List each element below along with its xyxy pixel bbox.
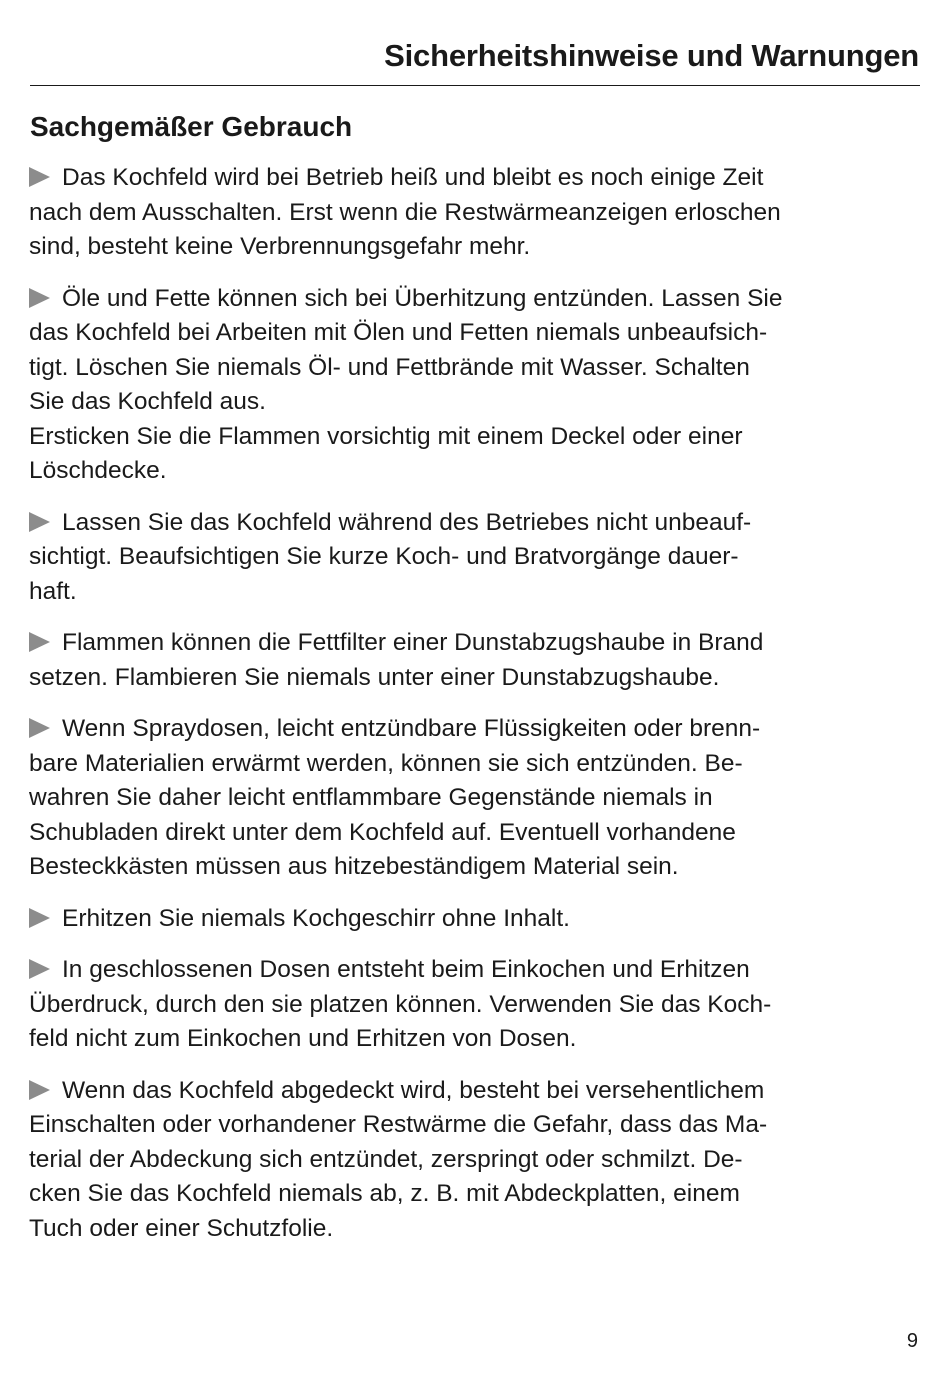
paragraph-line (29, 420, 922, 455)
paragraph-line (29, 230, 922, 265)
line-text: haft. (29, 577, 77, 605)
line-text: terial der Abdeckung sich entzündet, zerspringt oder schmilzt. De- (29, 1145, 743, 1173)
paragraph-line (29, 816, 922, 851)
line-text: cken Sie das Kochfeld niemals ab, z. B. mit Abdeckplatten, einem (29, 1180, 740, 1207)
section-title: Sachgemäßer Gebrauch (30, 111, 353, 142)
line-text: In geschlossenen Dosen entsteht beim Einkochen und Erhitzen (62, 956, 750, 983)
paragraph-line (29, 1212, 922, 1247)
warning-paragraph (29, 953, 922, 1057)
line-text: setzen. Flambieren Sie niemals unter einer Dunstabzugshaube. (29, 663, 720, 691)
warnings-list (29, 161, 922, 1263)
triangle-right-icon (29, 288, 50, 308)
line-text: Wenn Spraydosen, leicht entzündbare Flüssigkeiten oder brenn- (62, 715, 761, 742)
line-text: wahren Sie daher leicht entflammbare Gegenstände niemals in (29, 784, 713, 811)
warning-paragraph (29, 506, 922, 610)
paragraph-line (29, 161, 922, 196)
triangle-right-icon (29, 718, 50, 738)
paragraph-line (29, 1022, 922, 1057)
paragraph-line (29, 953, 922, 988)
line-text: das Kochfeld bei Arbeiten mit Ölen und Fetten niemals unbeaufsich- (29, 319, 768, 346)
line-text: tigt. Löschen Sie niemals Öl- und Fettbrände mit Wasser. Schalten (29, 353, 750, 381)
line-text: Schubladen direkt unter dem Kochfeld auf. Eventuell vorhandene (29, 818, 736, 846)
paragraph-line (29, 385, 922, 420)
paragraph-line (29, 988, 922, 1023)
paragraph-line (29, 1108, 922, 1143)
header-divider (30, 85, 920, 86)
triangle-right-icon (29, 908, 50, 928)
triangle-right-icon (29, 632, 50, 652)
line-text: nach dem Ausschalten. Erst wenn die Restwärmeanzeigen erloschen (29, 198, 781, 226)
paragraph-line (29, 626, 922, 661)
paragraph-line (29, 1074, 922, 1109)
line-text: Das Kochfeld wird bei Betrieb heiß und bleibt es noch einige Zeit (62, 164, 764, 191)
line-text: Sie das Kochfeld aus. (29, 388, 266, 415)
triangle-right-icon (29, 1080, 50, 1100)
paragraph-line (29, 850, 922, 885)
line-text: Löschdecke. (29, 457, 167, 484)
line-text: Überdruck, durch den sie platzen können. Verwenden Sie das Koch- (29, 990, 772, 1018)
paragraph-line (29, 1177, 922, 1212)
paragraph-line (29, 902, 922, 937)
line-text: Tuch oder einer Schutzfolie. (29, 1214, 334, 1242)
line-text: bare Materialien erwärmt werden, können sie sich entzünden. Be- (29, 749, 743, 777)
warning-paragraph (29, 712, 922, 885)
line-text: Lassen Sie das Kochfeld während des Betriebes nicht unbeauf- (62, 508, 752, 536)
triangle-right-icon (29, 959, 50, 979)
paragraph-line (29, 747, 922, 782)
paragraph-line (29, 781, 922, 816)
paragraph-line (29, 661, 922, 696)
line-text: Öle und Fette können sich bei Überhitzung entzünden. Lassen Sie (62, 284, 783, 312)
page-number: 9 (906, 1330, 918, 1352)
paragraph-line (29, 282, 922, 317)
line-text: Flammen können die Fettfilter einer Dunstabzugshaube in Brand (62, 629, 764, 656)
paragraph-line (29, 540, 922, 575)
line-text: Wenn das Kochfeld abgedeckt wird, besteht bei versehentlichem (62, 1076, 765, 1104)
paragraph-line (29, 1143, 922, 1178)
paragraph-line (29, 196, 922, 231)
warning-paragraph (29, 161, 922, 265)
paragraph-line (29, 506, 922, 541)
line-text: feld nicht zum Einkochen und Erhitzen von Dosen. (29, 1025, 577, 1052)
paragraph-line (29, 316, 922, 351)
paragraph-line (29, 351, 922, 386)
line-text: sind, besteht keine Verbrennungsgefahr mehr. (29, 233, 531, 260)
line-text: Erhitzen Sie niemals Kochgeschirr ohne Inhalt. (62, 904, 570, 932)
triangle-right-icon (29, 167, 50, 187)
paragraph-line (29, 712, 922, 747)
line-text: Einschalten oder vorhandener Restwärme die Gefahr, dass das Ma- (29, 1111, 768, 1138)
line-text: Besteckkästen müssen aus hitzebeständigem Material sein. (29, 853, 679, 880)
paragraph-line (29, 454, 922, 489)
warning-paragraph (29, 626, 922, 695)
line-text: Ersticken Sie die Flammen vorsichtig mit einem Deckel oder einer (29, 422, 743, 450)
warning-paragraph (29, 902, 922, 937)
warning-paragraph (29, 282, 922, 489)
triangle-right-icon (29, 512, 50, 532)
line-text: sichtigt. Beaufsichtigen Sie kurze Koch- und Bratvorgänge dauer- (29, 543, 739, 570)
warning-paragraph (29, 1074, 922, 1247)
header-title: Sicherheitshinweise und Warnungen (384, 38, 919, 73)
paragraph-line (29, 575, 922, 610)
